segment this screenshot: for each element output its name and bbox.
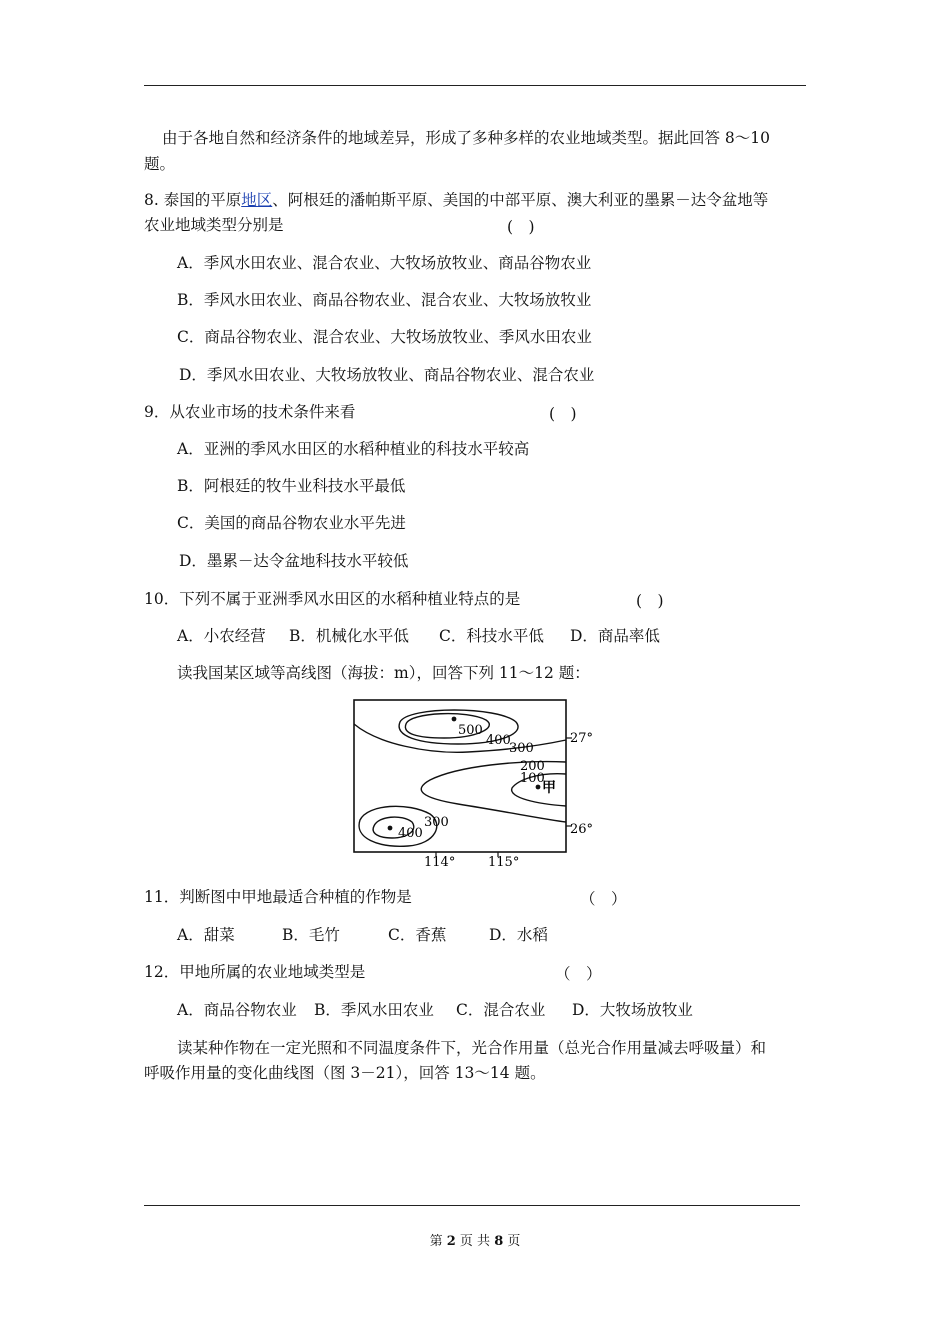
q9-answer-paren: ( ) — [549, 405, 577, 423]
footer-total-pages: 8 — [494, 1234, 504, 1249]
q12-option-d: D．大牧场放牧业 — [572, 1001, 693, 1019]
q11-option-d: D．水稻 — [489, 926, 548, 944]
q11-answer-paren: （ ） — [580, 890, 627, 908]
q11-option-b: B．毛竹 — [282, 926, 340, 944]
label-lon-115: 115° — [488, 855, 520, 870]
footer-rule — [144, 1205, 800, 1206]
q11-stem: 11．判断图中甲地最适合种植的作物是 — [144, 888, 412, 906]
label-400-bottom: 400 — [398, 826, 423, 841]
q8-option-d: D．季风水田农业、大牧场放牧业、商品谷物农业、混合农业 — [179, 366, 595, 384]
q10-option-b: B．机械化水平低 — [289, 627, 409, 645]
q10-option-d: D．商品率低 — [570, 627, 660, 645]
header-rule — [144, 85, 806, 86]
q8-stem — [144, 190, 768, 210]
outro-line-2: 呼吸作用量的变化曲线图（图 3－21），回答 13～14 题。 — [144, 1064, 546, 1082]
footer-page-number: 2 — [446, 1234, 456, 1249]
q8-stem-post: 、阿根廷的潘帕斯平原、美国的中部平原、澳大利亚的墨累－达令盆地等 — [272, 191, 769, 209]
q9-stem: 9．从农业市场的技术条件来看 — [144, 403, 356, 421]
intro-line-1: 由于各地自然和经济条件的地域差异，形成了多种多样的农业地域类型。据此回答 8～10 — [162, 129, 771, 147]
q8-option-b: B．季风水田农业、商品谷物农业、混合农业、大牧场放牧业 — [177, 291, 592, 309]
q8-stem-line-2: 农业地域类型分别是 — [144, 216, 284, 234]
peak-marker-top — [452, 717, 457, 722]
q8-stem-pre: 8. 泰国的平原 — [144, 191, 242, 209]
q10-answer-paren: ( ) — [636, 592, 664, 610]
intro-line-2: 题。 — [144, 155, 176, 173]
map-intro: 读我国某区域等高线图（海拔：m），回答下列 11～12 题： — [177, 664, 590, 682]
label-500: 500 — [458, 723, 483, 738]
q9-option-a: A．亚洲的季风水田区的水稻种植业的科技水平较高 — [177, 440, 530, 458]
page-footer — [0, 1230, 950, 1249]
label-100: 100 — [520, 771, 545, 786]
footer-post: 页 — [507, 1234, 521, 1249]
q8-option-a: A．季风水田农业、混合农业、大牧场放牧业、商品谷物农业 — [177, 254, 592, 272]
q11-option-c: C．香蕉 — [388, 926, 447, 944]
label-lat-26: 26° — [570, 822, 594, 837]
q9-option-c: C．美国的商品谷物农业水平先进 — [177, 514, 406, 532]
q9-option-b: B．阿根廷的牧牛业科技水平最低 — [177, 477, 406, 495]
footer-pre: 第 — [429, 1234, 443, 1249]
peak-marker-bottom — [388, 826, 393, 831]
q12-stem: 12．甲地所属的农业地域类型是 — [144, 963, 366, 981]
label-200: 200 — [520, 759, 545, 774]
q10-stem: 10．下列不属于亚洲季风水田区的水稻种植业特点的是 — [144, 590, 521, 608]
label-400-top: 400 — [486, 733, 511, 748]
q9-option-d: D．墨累－达令盆地科技水平较低 — [179, 552, 409, 570]
label-300-top: 300 — [509, 741, 534, 756]
q12-option-c: C．混合农业 — [456, 1001, 546, 1019]
q10-option-a: A．小农经营 — [177, 627, 266, 645]
footer-mid: 页 共 — [459, 1234, 491, 1249]
label-jia: 甲 — [542, 780, 556, 796]
q12-option-b: B．季风水田农业 — [314, 1001, 434, 1019]
q8-option-c: C．商品谷物农业、混合农业、大牧场放牧业、季风水田农业 — [177, 328, 592, 346]
q10-option-c: C．科技水平低 — [439, 627, 544, 645]
label-300-bottom: 300 — [424, 815, 449, 830]
outro-line-1: 读某种作物在一定光照和不同温度条件下，光合作用量（总光合作用量减去呼吸量）和 — [177, 1039, 767, 1057]
region-link[interactable]: 地区 — [241, 191, 273, 209]
label-lon-114: 114° — [424, 855, 456, 870]
q12-answer-paren: （ ） — [555, 965, 602, 983]
contour-map — [348, 694, 608, 874]
q12-option-a: A．商品谷物农业 — [177, 1001, 297, 1019]
label-lat-27: 27° — [570, 731, 594, 746]
q8-answer-paren: ( ) — [507, 218, 535, 236]
q11-option-a: A．甜菜 — [177, 926, 235, 944]
